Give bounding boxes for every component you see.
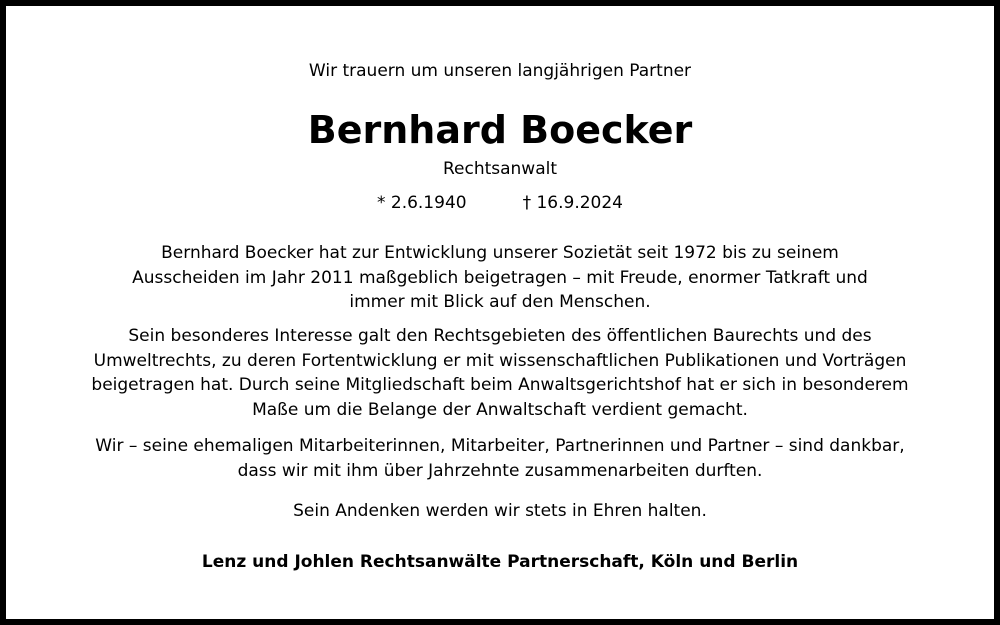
paragraph-line: Maße um die Belange der Anwaltschaft verdient gemacht. — [252, 399, 748, 420]
obituary-notice — [6, 6, 994, 619]
birth-date: * 2.6.1940 — [376, 193, 467, 213]
signature-line: Lenz und Johlen Rechtsanwälte Partnerschaft, Köln und Berlin — [201, 552, 799, 572]
paragraph-line: Ausscheiden im Jahr 2011 maßgeblich beigetragen – mit Freude, enormer Tatkraft und — [132, 267, 868, 288]
closing-line: Sein Andenken werden wir stets in Ehren halten. — [293, 501, 707, 521]
intro-line: Wir trauern um unseren langjährigen Partner — [308, 61, 692, 81]
profession: Rechtsanwalt — [442, 159, 558, 179]
paragraph-line: dass wir mit ihm über Jahrzehnte zusammenarbeiten durften. — [237, 460, 763, 481]
paragraph-line: immer mit Blick auf den Menschen. — [349, 292, 651, 312]
deceased-name: Bernhard Boecker — [307, 108, 693, 152]
paragraph-gratitude — [6, 434, 994, 483]
paragraph-line: beigetragen hat. Durch seine Mitgliedschaft beim Anwaltsgerichtshof hat er sich in besonderem — [91, 375, 909, 395]
paragraph-line: Sein besonderes Interesse galt den Rechtsgebieten des öffentlichen Baurechts und des — [128, 326, 872, 346]
paragraph-line: Bernhard Boecker hat zur Entwicklung unserer Sozietät seit 1972 bis zu seinem — [161, 243, 839, 263]
life-dates — [6, 191, 994, 215]
death-date: † 16.9.2024 — [522, 193, 624, 213]
paragraph-line: Umweltrechts, zu deren Fortentwicklung er mit wissenschaftlichen Publikationen und Vorträgen — [93, 350, 907, 371]
paragraph-interests — [6, 324, 994, 422]
paragraph-line: Wir – seine ehemaligen Mitarbeiterinnen, Mitarbeiter, Partnerinnen und Partner – sind dankbar, — [95, 436, 905, 456]
paragraph-contribution — [6, 241, 994, 315]
